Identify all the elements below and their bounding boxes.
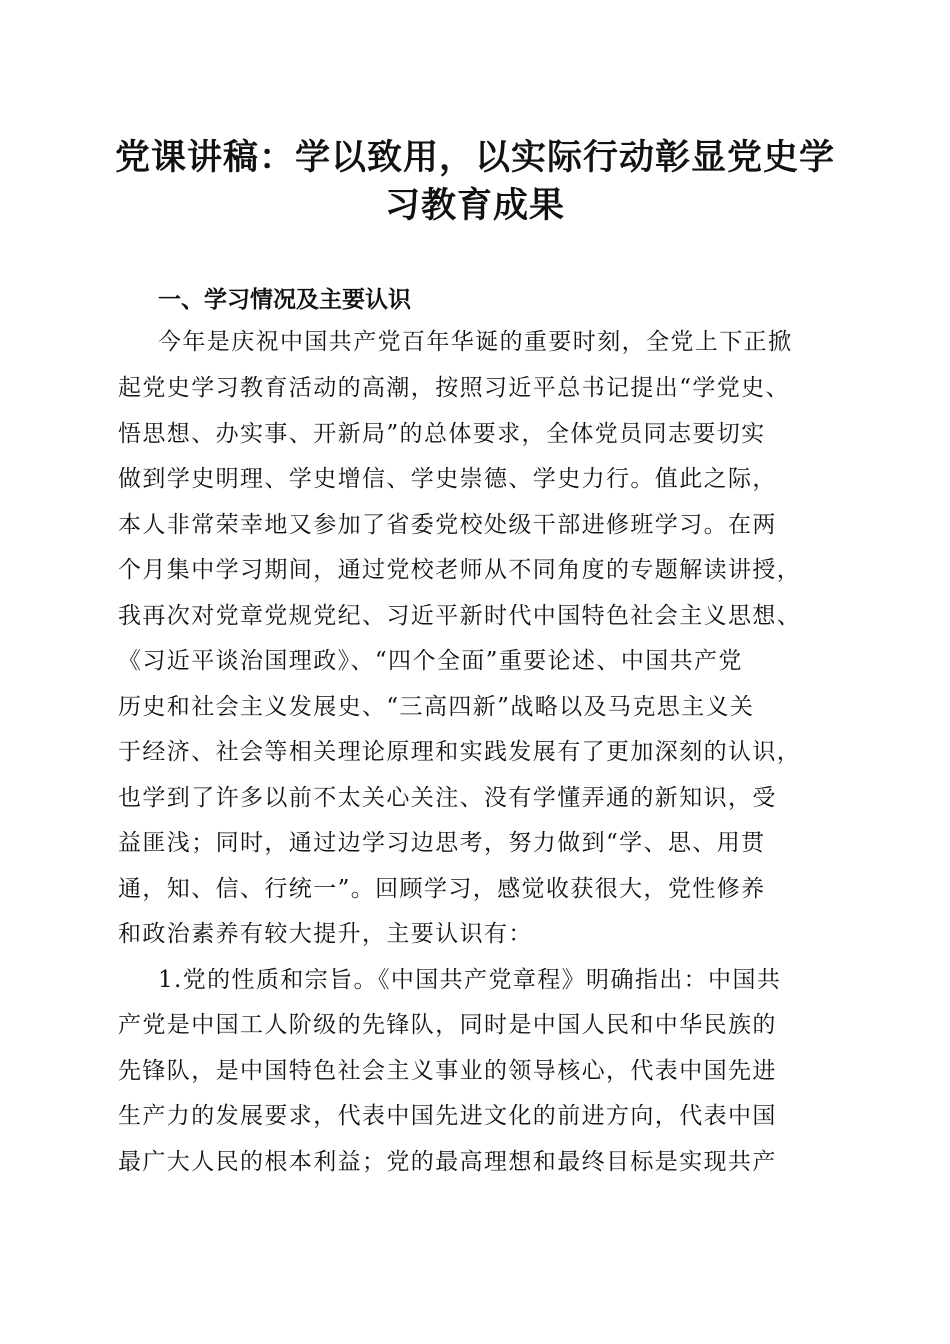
- paragraph-line: 历史和社会主义发展史、“三高四新”战略以及马克思主义关: [118, 694, 755, 720]
- paragraph-line: 也学到了许多以前不太关心关注、没有学懂弄通的新知识，受: [118, 785, 777, 811]
- title-line-2: 习教育成果: [384, 186, 565, 226]
- title-line-1: 党课讲稿：学以致用，以实际行动彰显党史学: [114, 138, 835, 178]
- document-title: [100, 134, 850, 230]
- paragraph-line: 《习近平谈治国理政》、“四个全面”重要论述、中国共产党: [118, 648, 743, 674]
- paragraph-line: 先锋队，是中国特色社会主义事业的领导核心，代表中国先进: [118, 1058, 777, 1084]
- paragraph-line: 今年是庆祝中国共产党百年华诞的重要时刻，全党上下正掀: [158, 329, 793, 355]
- paragraph-line: 个月集中学习期间，通过党校老师从不同角度的专题解读讲授，: [118, 557, 802, 583]
- paragraph-line: 和政治素养有较大提升，主要认识有：: [118, 921, 533, 947]
- paragraph-line: 我再次对党章党规党纪、习近平新时代中国特色社会主义思想、: [118, 603, 802, 629]
- paragraph-line: 通，知、信、行统一”。回顾学习，感觉收获很大，党性修养: [118, 876, 766, 902]
- paragraph-line: 本人非常荣幸地又参加了省委党校处级干部进修班学习。在两: [118, 512, 777, 538]
- paragraph-line: 益匪浅；同时，通过边学习边思考，努力做到“学、思、用贯: [118, 830, 766, 856]
- paragraph-line: 最广大人民的根本利益；党的最高理想和最终目标是实现共产: [118, 1149, 777, 1175]
- paragraph-line: 产党是中国工人阶级的先锋队，同时是中国人民和中华民族的: [118, 1012, 777, 1038]
- paragraph-line: 生产力的发展要求，代表中国先进文化的前进方向，代表中国: [118, 1103, 777, 1129]
- section-heading: 一、学习情况及主要认识: [158, 287, 411, 313]
- paragraph-line: 1.党的性质和宗旨。《中国共产党章程》明确指出：中国共: [158, 967, 782, 993]
- paragraph-line: 悟思想、办实事、开新局”的总体要求，全体党员同志要切实: [118, 421, 766, 447]
- paragraph-line: 起党史学习教育活动的高潮，按照习近平总书记提出“学党史、: [118, 375, 790, 401]
- paragraph-line: 做到学史明理、学史增信、学史崇德、学史力行。值此之际，: [118, 466, 777, 492]
- paragraph-line: 于经济、社会等相关理论原理和实践发展有了更加深刻的认识，: [118, 739, 802, 765]
